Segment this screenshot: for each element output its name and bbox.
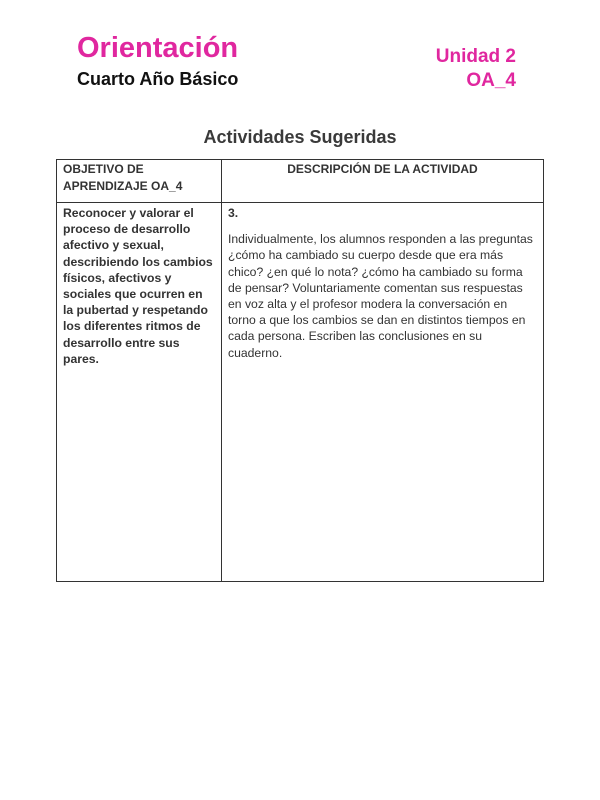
table-header-row xyxy=(57,160,544,203)
activity-description: Individualmente, los alumnos responden a las preguntas ¿cómo ha cambiado su cuerpo desde que era más chico? ¿en qué lo nota? ¿cómo ha cambiado su forma de pensar? Voluntariamente comentan sus respuestas en voz alta y el profesor modera la conversación en torno a que los cambios se dan en distintos tiempos en cada persona. Escriben las conclusiones en su cuaderno. xyxy=(228,232,533,360)
activity-table xyxy=(56,159,544,582)
table-row xyxy=(57,203,544,582)
unit-label: Unidad 2 xyxy=(435,46,516,67)
activity-number: 3. xyxy=(228,206,239,220)
grade-level: Cuarto Año Básico xyxy=(77,69,239,89)
section-title: Actividades Sugeridas xyxy=(203,127,397,147)
oa-label: OA_4 xyxy=(466,70,516,91)
objective-column-header: OBJETIVO DE APRENDIZAJE OA_4 xyxy=(57,160,222,203)
objective-cell: Reconocer y valorar el proceso de desarrollo afectivo y sexual, describiendo los cambios físicos, afectivos y sociales que ocurren en la pubertad y respetando los diferentes ritmos de desarrollo entre sus pares. xyxy=(57,203,222,582)
subject-title: Orientación xyxy=(77,32,239,64)
description-column-header: DESCRIPCIÓN DE LA ACTIVIDAD xyxy=(222,160,544,203)
description-cell xyxy=(222,203,544,582)
